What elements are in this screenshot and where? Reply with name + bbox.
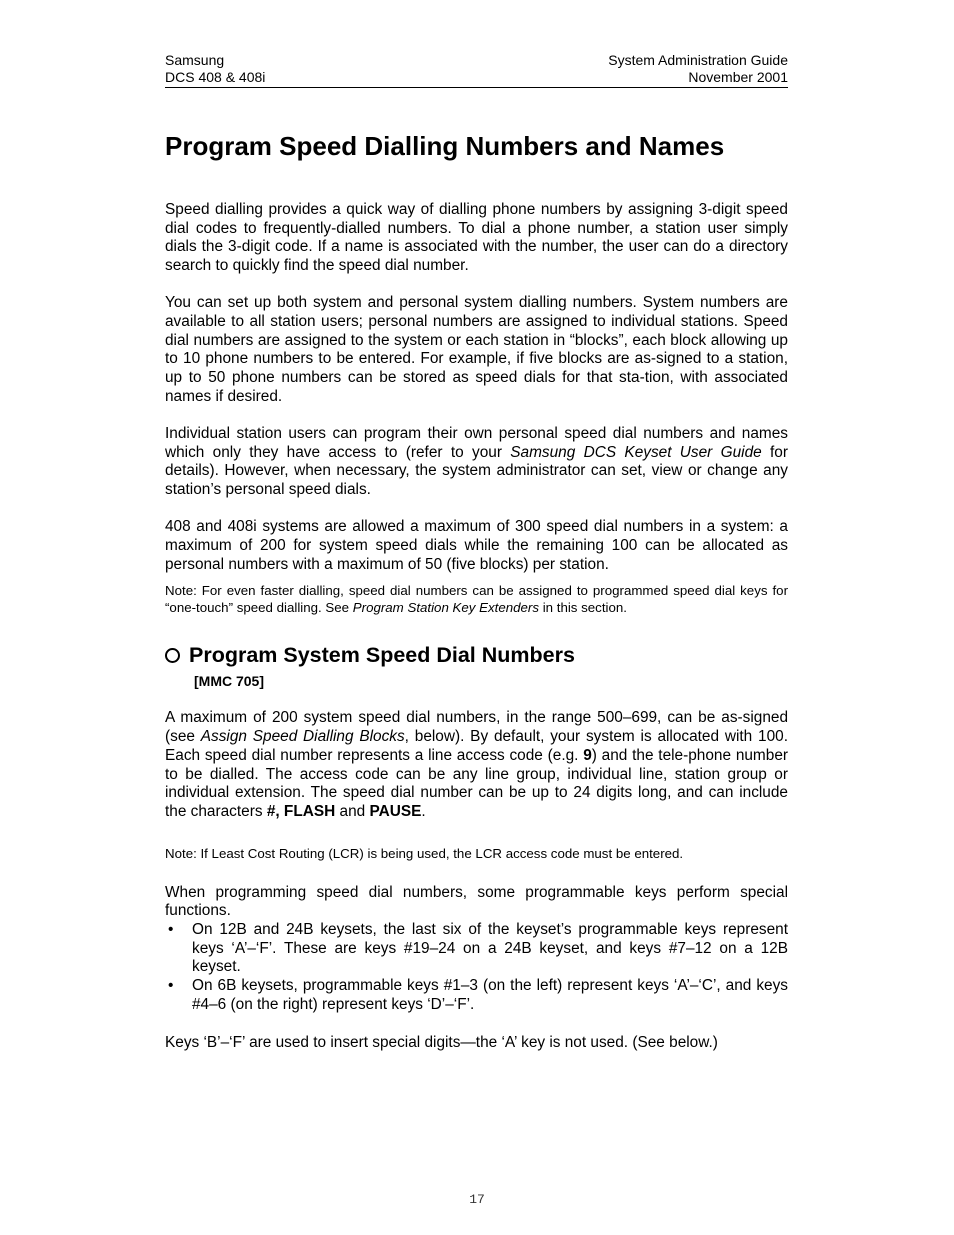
key-extenders-reference: Program Station Key Extenders xyxy=(352,600,540,616)
list-item-text: On 6B keysets, programmable keys #1–3 (on the left) represent keys ‘A’–‘C’, and keys #4–6 (on the right) represent keys ‘D’–‘F’. xyxy=(192,977,788,1013)
mmc-code: [MMC 705] xyxy=(194,673,265,690)
text-run: . xyxy=(421,802,426,820)
keyset-guide-reference: Samsung DCS Keyset User Guide xyxy=(510,443,762,461)
text-run: ) and the tele-phone number to be dialled. The access code can be any line group, individual line, station group or individual extension. The speed dial number can be up to 24 digits long, and can include the characters xyxy=(165,746,789,820)
page-title: Program Speed Dialling Numbers and Names xyxy=(165,131,725,161)
list-item xyxy=(165,921,788,977)
bullet-marker: • xyxy=(168,977,174,995)
header-date: November 2001 xyxy=(688,69,788,85)
intro-paragraph-4: 408 and 408i systems are allowed a maximum of 300 speed dial numbers in a system: a maximum of 200 for system speed dials while the remaining 100 can be allocated as personal numbers with a maximum of 50 (five blocks) per station. xyxy=(165,518,788,573)
page-number: 17 xyxy=(469,1192,485,1207)
access-code-example: 9 xyxy=(583,746,592,764)
assign-blocks-reference: Assign Speed Dialling Blocks xyxy=(200,728,405,746)
text-run: A maximum of 200 system speed dial numbers, in the range 500–699, can be as-signed (see xyxy=(165,709,788,746)
header-product: DCS 408 & 408i xyxy=(165,69,266,85)
intro-note xyxy=(165,582,788,616)
text-run: for details). However, when necessary, the system administrator can set, view or change any station’s personal speed dials. xyxy=(165,443,788,499)
header-company: Samsung xyxy=(165,52,225,68)
bullet-marker: • xyxy=(168,921,174,939)
text-run: and xyxy=(335,802,370,820)
intro-paragraph-3 xyxy=(165,425,788,500)
text-run: Individual station users can program their own personal speed dial numbers and names which only they have access to (refer to your xyxy=(165,425,788,461)
header-rule xyxy=(165,87,788,88)
pause-character: PAUSE xyxy=(369,802,422,820)
flash-characters: #, FLASH xyxy=(266,802,336,820)
list-item xyxy=(165,977,788,1014)
intro-paragraph-1: Speed dialling provides a quick way of dialling phone numbers by assigning 3-digit speed dial codes to frequently-dialled numbers. To dial a phone number, a station user simply dials the 3-digit code. If a name is associated with the number, the user can do a directory search to quickly find the speed dial number. xyxy=(165,201,788,275)
text-run: , below). By default, your system is allocated with 100. Each speed dial number represents a line access code (e.g. xyxy=(165,728,788,764)
section-paragraph-3: Keys ‘B’–‘F’ are used to insert special digits—the ‘A’ key is not used. (See below.) xyxy=(165,1033,718,1051)
text-run: Note: For even faster dialling, speed dial numbers can be assigned to programmed speed dial keys for “one-touch” speed dialling. See xyxy=(165,583,788,616)
page-header xyxy=(165,52,788,86)
header-guide-title: System Administration Guide xyxy=(608,52,788,68)
section-heading xyxy=(165,642,788,668)
section-note: Note: If Least Cost Routing (LCR) is being used, the LCR access code must be entered. xyxy=(165,845,684,861)
header-right xyxy=(608,52,788,86)
bullet-list xyxy=(165,921,788,1015)
circle-bullet-icon xyxy=(165,648,180,663)
section-paragraph-1 xyxy=(165,709,788,821)
header-left xyxy=(165,52,265,86)
intro-paragraph-2: You can set up both system and personal system dialling numbers. System numbers are available to all station users; personal numbers are assigned to individual stations. Speed dial numbers are assigned to the system or each station in “blocks”, each block allowing up to 10 phone numbers to be entered. For example, if five blocks are as-signed to a station, up to 50 phone numbers can be stored as speed dials for that sta-tion, with associated names if desired. xyxy=(165,294,788,405)
document-page xyxy=(165,52,788,1052)
section-title: Program System Speed Dial Numbers xyxy=(189,643,575,668)
text-run: in this section. xyxy=(539,600,627,616)
list-item-text: On 12B and 24B keysets, the last six of the keyset’s programmable keys represent keys ‘A’–‘F’. These are keys #19–24 on a 24B keyset, and keys #7–12 on a 12B keyset. xyxy=(192,921,788,976)
section-paragraph-2: When programming speed dial numbers, some programmable keys perform special functions. xyxy=(165,883,788,920)
